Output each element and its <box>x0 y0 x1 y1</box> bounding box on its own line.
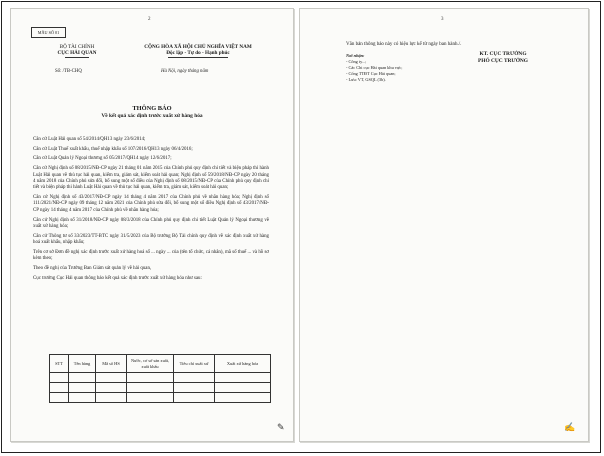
agency-department: CỤC HẢI QUAN <box>57 50 97 57</box>
document-number: Số: /TB-CHQ <box>55 69 82 74</box>
table-row <box>50 393 271 403</box>
col-header-producer-country: Nước, cơ sở sản xuất, xuất khẩu <box>127 355 174 373</box>
notice-title: THÔNG BÁO <box>132 105 172 112</box>
table-cell <box>69 373 96 383</box>
table-cell <box>127 383 174 393</box>
origin-result-table <box>49 354 271 403</box>
page-number: 2 <box>148 17 151 22</box>
handwritten-mark-icon: ✎ <box>277 422 285 432</box>
col-header-hs-code: Mã số HS <box>96 355 127 373</box>
legal-basis-paragraph: Căn cứ Nghị định số 08/2015/NĐ-CP ngày 21 tháng 01 năm 2015 của Chính phủ quy định chi tiết và biện pháp thi hành Luật Hải quan về thủ tục hải quan, kiểm tra, giám sát, kiểm soát hải quan; Nghị định số 59/2018/NĐ-CP ngày 20 tháng 4 năm 2018 của Chính phủ sửa đổi, bổ sung một số điều của Nghị định số 08/2015/NĐ-CP của Chính phủ quy định chi tiết và biện pháp thi hành Luật Hải quan về thủ tục hải quan, kiểm tra, giám sát, kiểm soát hải quan; <box>33 166 269 191</box>
table-cell <box>69 393 96 403</box>
table-cell <box>215 393 271 403</box>
table-row <box>50 373 271 383</box>
republic-header <box>123 44 273 58</box>
table-cell <box>96 373 127 383</box>
notice-subtitle: Về kết quả xác định trước xuất xứ hàng hóa <box>101 113 203 119</box>
table-cell <box>215 373 271 383</box>
validity-statement: Văn bản thông báo này có hiệu lực kể từ ngày ban hành./. <box>346 42 462 47</box>
legal-basis-paragraph: Căn cứ Luật Hải quan số 54/2014/QH13 ngày 23/6/2014; <box>33 137 146 142</box>
agency-underline <box>65 57 89 58</box>
table-cell <box>50 373 69 383</box>
signature-block <box>458 51 548 65</box>
signature-title: PHÓ CỤC TRƯỞNG <box>477 58 528 65</box>
request-basis-paragraph: Trên cơ sở Đơn đề nghị xác định trước xuất xứ hàng hoá số ... ngày ... của (tên tổ chức, cá nhân), mã số thuế ... và hồ sơ kèm theo; <box>33 249 269 262</box>
recipient-item: - Công ty...; <box>346 59 367 64</box>
result-intro-paragraph: Cục trưởng Cục Hải quan thông báo kết quả xác định trước xuất xứ hàng hóa như sau: <box>33 275 202 281</box>
col-header-origin: Xuất xứ hàng hóa <box>215 355 271 373</box>
agency-ministry: BỘ TÀI CHÍNH <box>59 44 95 50</box>
table-cell <box>127 373 174 383</box>
col-header-goods-name: Tên hàng <box>69 355 96 373</box>
table-cell <box>174 393 215 403</box>
handwritten-initial-icon: ✍ <box>564 422 576 432</box>
table-header-row <box>50 355 271 373</box>
col-header-origin-criteria: Tiêu chí xuất xứ <box>174 355 215 373</box>
recipients-label: Nơi nhận: <box>346 53 365 58</box>
legal-basis-paragraph: Căn cứ Thông tư số 33/2023/TT-BTC ngày 31/5/2023 của Bộ trưởng Bộ Tài chính quy định về xác định xuất xứ hàng hoá xuất khẩu, nhập khẩu; <box>33 233 269 246</box>
legal-basis-paragraph: Căn cứ Luật Quản lý Ngoại thương số 05/2017/QH14 ngày 12/6/2017; <box>33 156 172 162</box>
signature-authority: KT. CỤC TRƯỞNG <box>479 51 527 57</box>
proposal-paragraph: Theo đề nghị của Trưởng Ban Giám sát quản lý về hải quan, <box>33 265 152 271</box>
recipient-item: - Lưu: VT, GSQL (3b). <box>346 77 386 82</box>
legal-basis-paragraph: Căn cứ Luật Thuế xuất khẩu, thuế nhập khẩu số 107/2016/QH13 ngày 06/4/2016; <box>33 146 193 152</box>
table-cell <box>96 383 127 393</box>
table-cell <box>215 383 271 393</box>
table-cell <box>96 393 127 403</box>
recipient-item: - Các Chi cục Hải quan khu vực; <box>346 65 403 70</box>
page-number: 3 <box>441 17 444 22</box>
col-header-stt: STT <box>50 355 69 373</box>
table-cell <box>50 393 69 403</box>
table-cell <box>127 393 174 403</box>
document-page-2 <box>10 8 294 442</box>
agency-header <box>41 44 113 58</box>
table-cell <box>50 383 69 393</box>
place-date: Hà Nội, ngày tháng năm <box>161 69 209 74</box>
table-cell <box>174 383 215 393</box>
republic-motto: Độc lập - Tự do - Hạnh phúc <box>166 50 230 57</box>
legal-basis-paragraph: Căn cứ Nghị định số 43/2017/NĐ-CP ngày 14 tháng 4 năm 2017 của Chính phủ về nhãn hàng hóa; Nghị định số 111/2021/NĐ-CP ngày 09 tháng 12 năm 2021 của Chính phủ sửa đổi, bổ sung một số điều Nghị định số 43/2017/NĐ-CP ngày 14 tháng 4 năm 2017 của Chính phủ về nhãn hàng hóa; <box>33 195 269 213</box>
republic-name: CỘNG HÒA XÃ HỘI CHỦ NGHĨA VIỆT NAM <box>144 44 252 50</box>
motto-underline <box>168 57 228 58</box>
form-code-box: MẪU SỐ 01 <box>31 27 66 38</box>
document-page-3 <box>299 8 589 442</box>
table-cell <box>69 383 96 393</box>
table-cell <box>174 373 215 383</box>
table-row <box>50 383 271 393</box>
legal-basis-paragraph: Căn cứ Nghị định số 31/2018/NĐ-CP ngày 08/3/2018 của Chính phủ quy định chi tiết Luật Quản lý Ngoại thương về xuất xứ hàng hóa; <box>33 217 269 229</box>
notice-body <box>33 137 269 285</box>
recipient-item: - Cổng TTĐT Cục Hải quan; <box>346 71 396 76</box>
recipients-block <box>346 53 402 83</box>
